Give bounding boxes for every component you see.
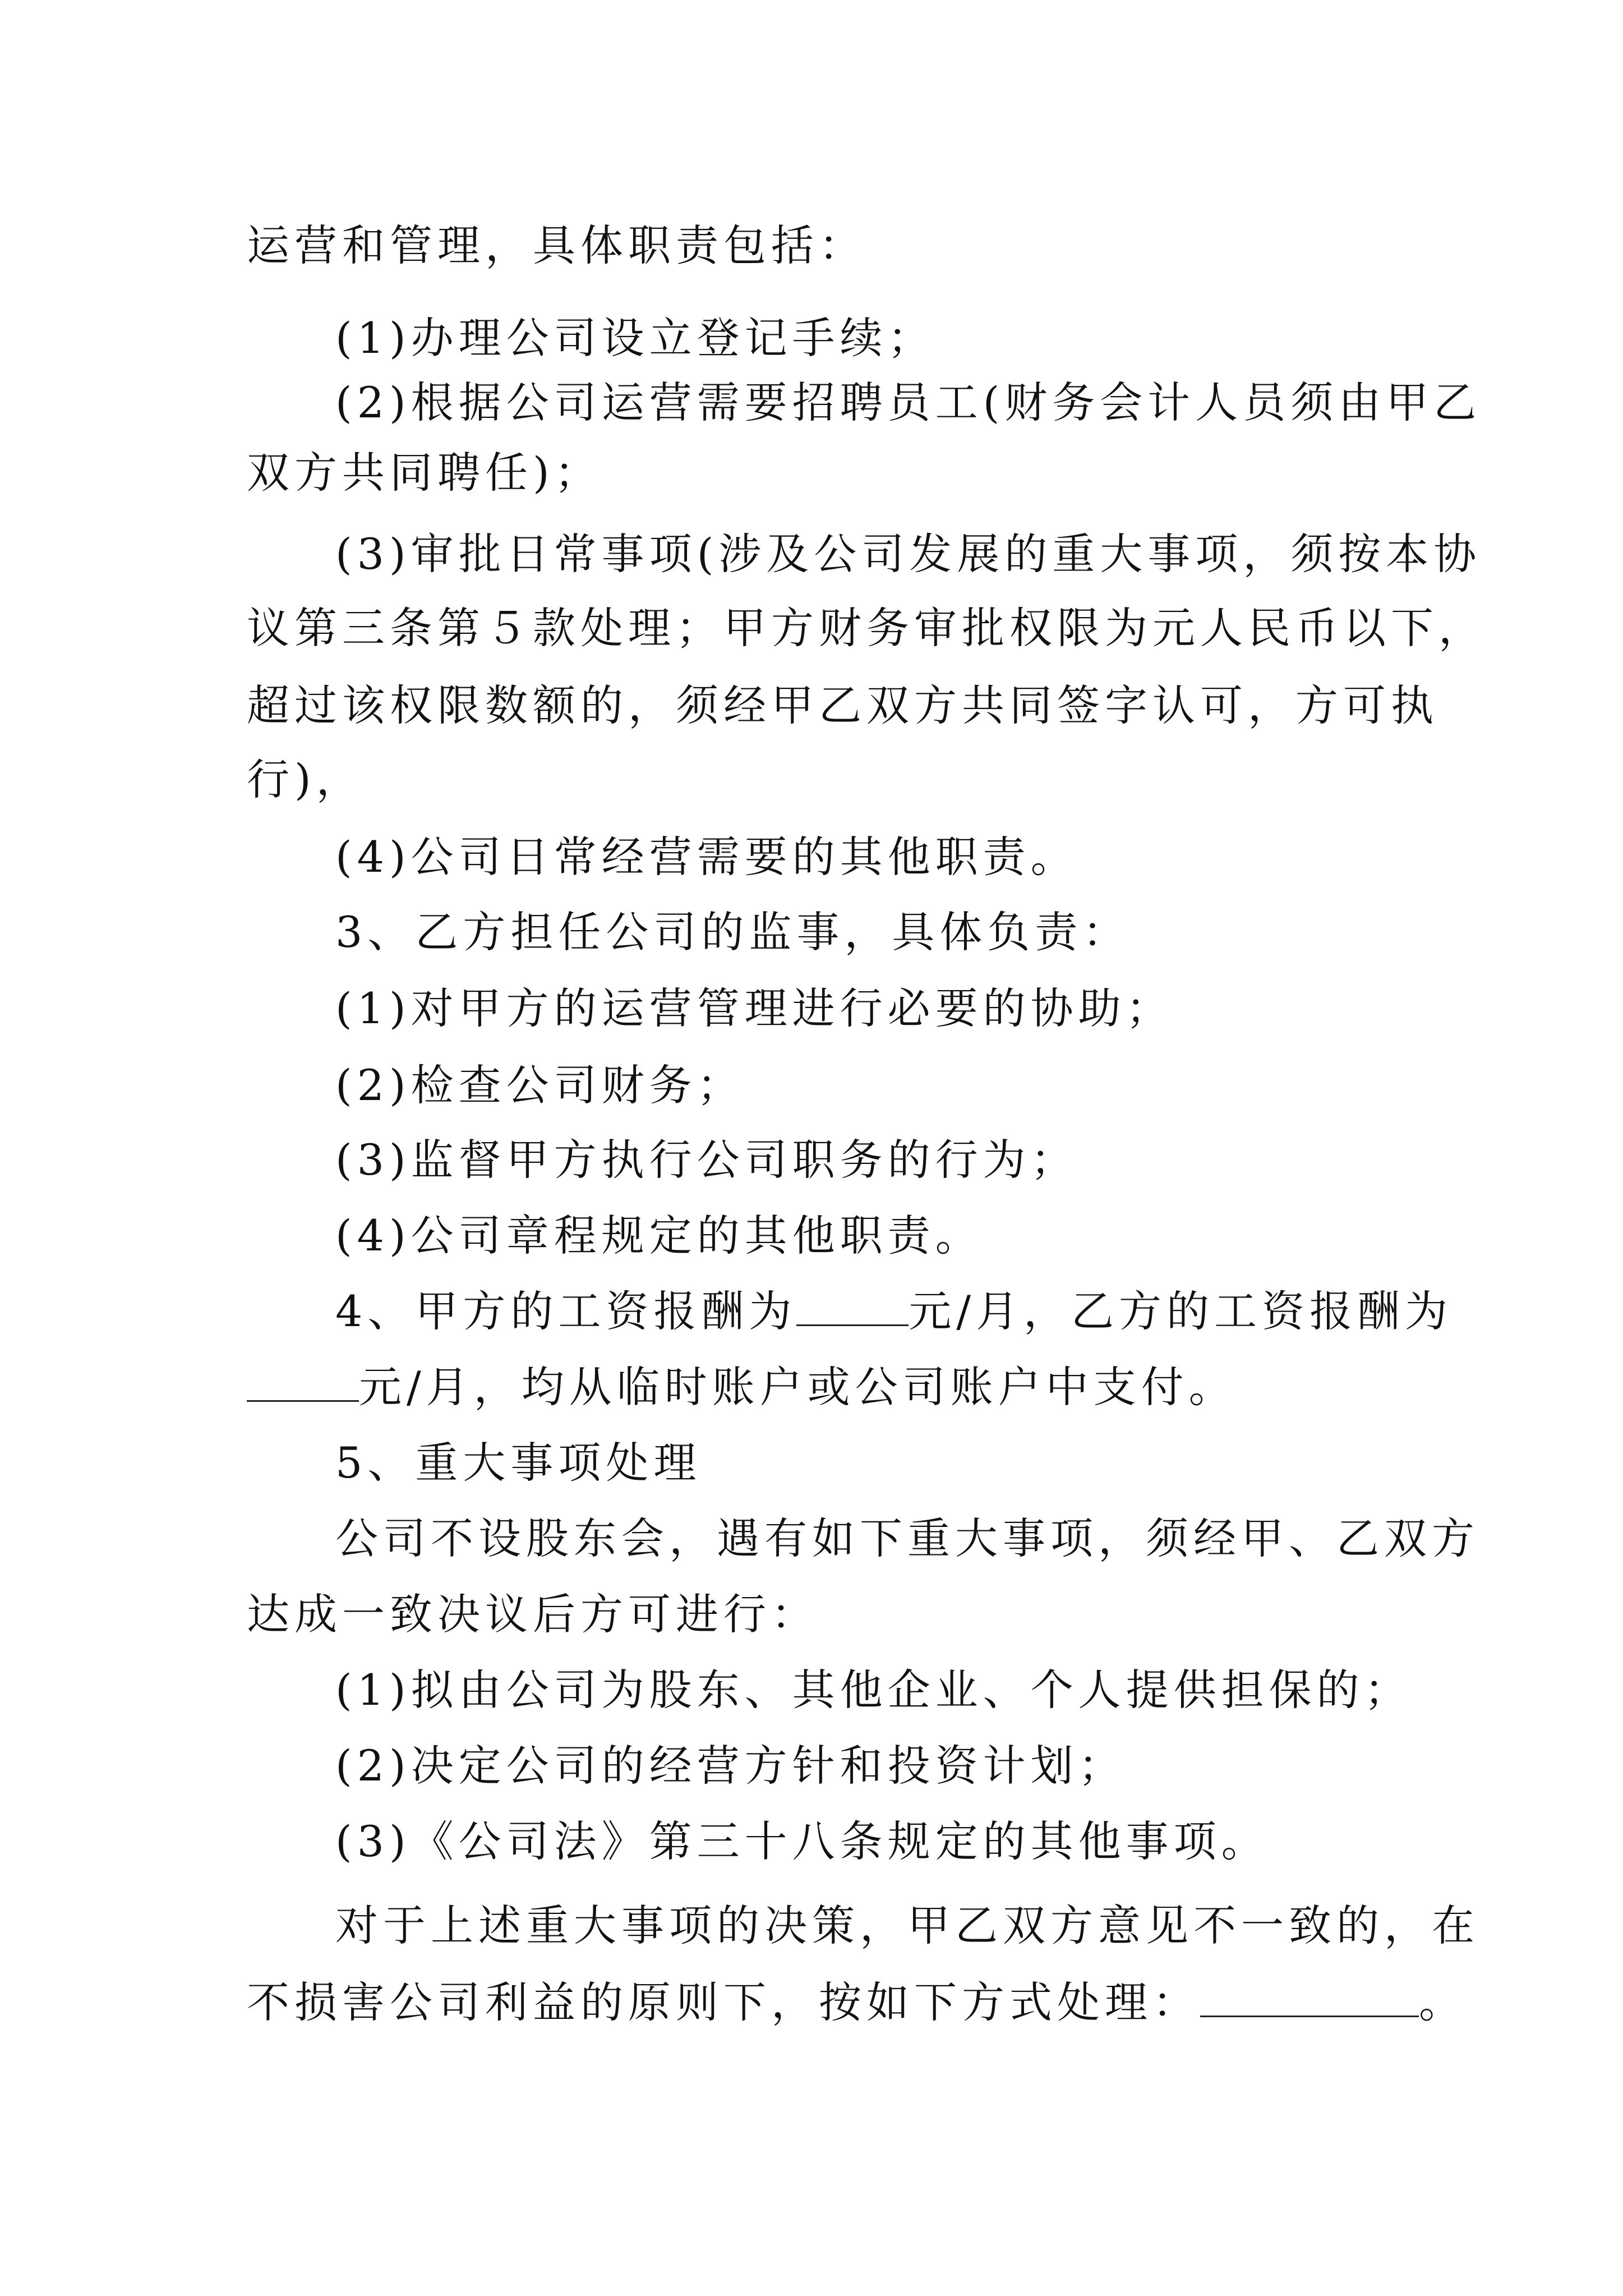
salary-text-b: 元/月，乙方的工资报酬为 bbox=[909, 1286, 1453, 1336]
text-line-9: (4)公司日常经营需要的其他职责。 bbox=[335, 832, 1078, 882]
salary-line-1 bbox=[335, 1283, 1453, 1340]
text-line-11: (1)对甲方的运营管理进行必要的协助； bbox=[335, 983, 1174, 1033]
text-line-8: 行)， bbox=[247, 754, 364, 804]
salary-text-a: 4、甲方的工资报酬为 bbox=[335, 1286, 797, 1336]
text-line-20: (3)《公司法》第三十八条规定的其他事项。 bbox=[335, 1816, 1269, 1866]
text-line-14: (4)公司章程规定的其他职责。 bbox=[335, 1211, 983, 1260]
text-line-12: (2)检查公司财务； bbox=[335, 1060, 745, 1110]
final-blank bbox=[1200, 1976, 1419, 2017]
text-line-6: 议第三条第５款处理；甲方财务审批权限为元人民币以下， bbox=[247, 603, 1486, 653]
salary-line-2 bbox=[247, 1359, 1237, 1415]
text-line-16: 公司不设股东会，遇有如下重大事项，须经甲、乙双方 bbox=[335, 1513, 1479, 1563]
text-line-15: 5、重大事项处理 bbox=[335, 1438, 702, 1488]
text-line-17: 达成一致决议后方可进行： bbox=[247, 1589, 819, 1639]
text-line-3: (2)根据公司运营需要招聘员工(财务会计人员须由甲乙 bbox=[335, 378, 1482, 427]
text-line-18: (1)拟由公司为股东、其他企业、个人提供担保的； bbox=[335, 1665, 1412, 1715]
text-line-5: (3)审批日常事项(涉及公司发展的重大事项，须按本协 bbox=[335, 529, 1482, 579]
final-line bbox=[247, 1975, 1467, 2031]
text-line-10: 3、乙方担任公司的监事，具体负责： bbox=[335, 907, 1131, 957]
salary-blank-party-a bbox=[796, 1285, 909, 1326]
salary-text-c: 元/月，均从临时账户或公司账户中支付。 bbox=[359, 1362, 1237, 1412]
text-line-7: 超过该权限数额的，须经甲乙双方共同签字认可，方可执 bbox=[247, 680, 1438, 730]
text-line-1: 运营和管理，具体职责包括： bbox=[247, 220, 866, 270]
text-line-13: (3)监督甲方执行公司职务的行为； bbox=[335, 1135, 1078, 1185]
final-text-b: 。 bbox=[1419, 1977, 1467, 2027]
text-line-2: (1)办理公司设立登记手续； bbox=[335, 313, 935, 363]
salary-blank-party-b bbox=[247, 1361, 359, 1402]
text-line-4: 双方共同聘任)； bbox=[247, 448, 602, 498]
final-text-a: 不损害公司利益的原则下，按如下方式处理： bbox=[247, 1977, 1200, 2027]
text-line-21: 对于上述重大事项的决策，甲乙双方意见不一致的，在 bbox=[335, 1901, 1479, 1950]
text-line-19: (2)决定公司的经营方针和投资计划； bbox=[335, 1741, 1126, 1791]
